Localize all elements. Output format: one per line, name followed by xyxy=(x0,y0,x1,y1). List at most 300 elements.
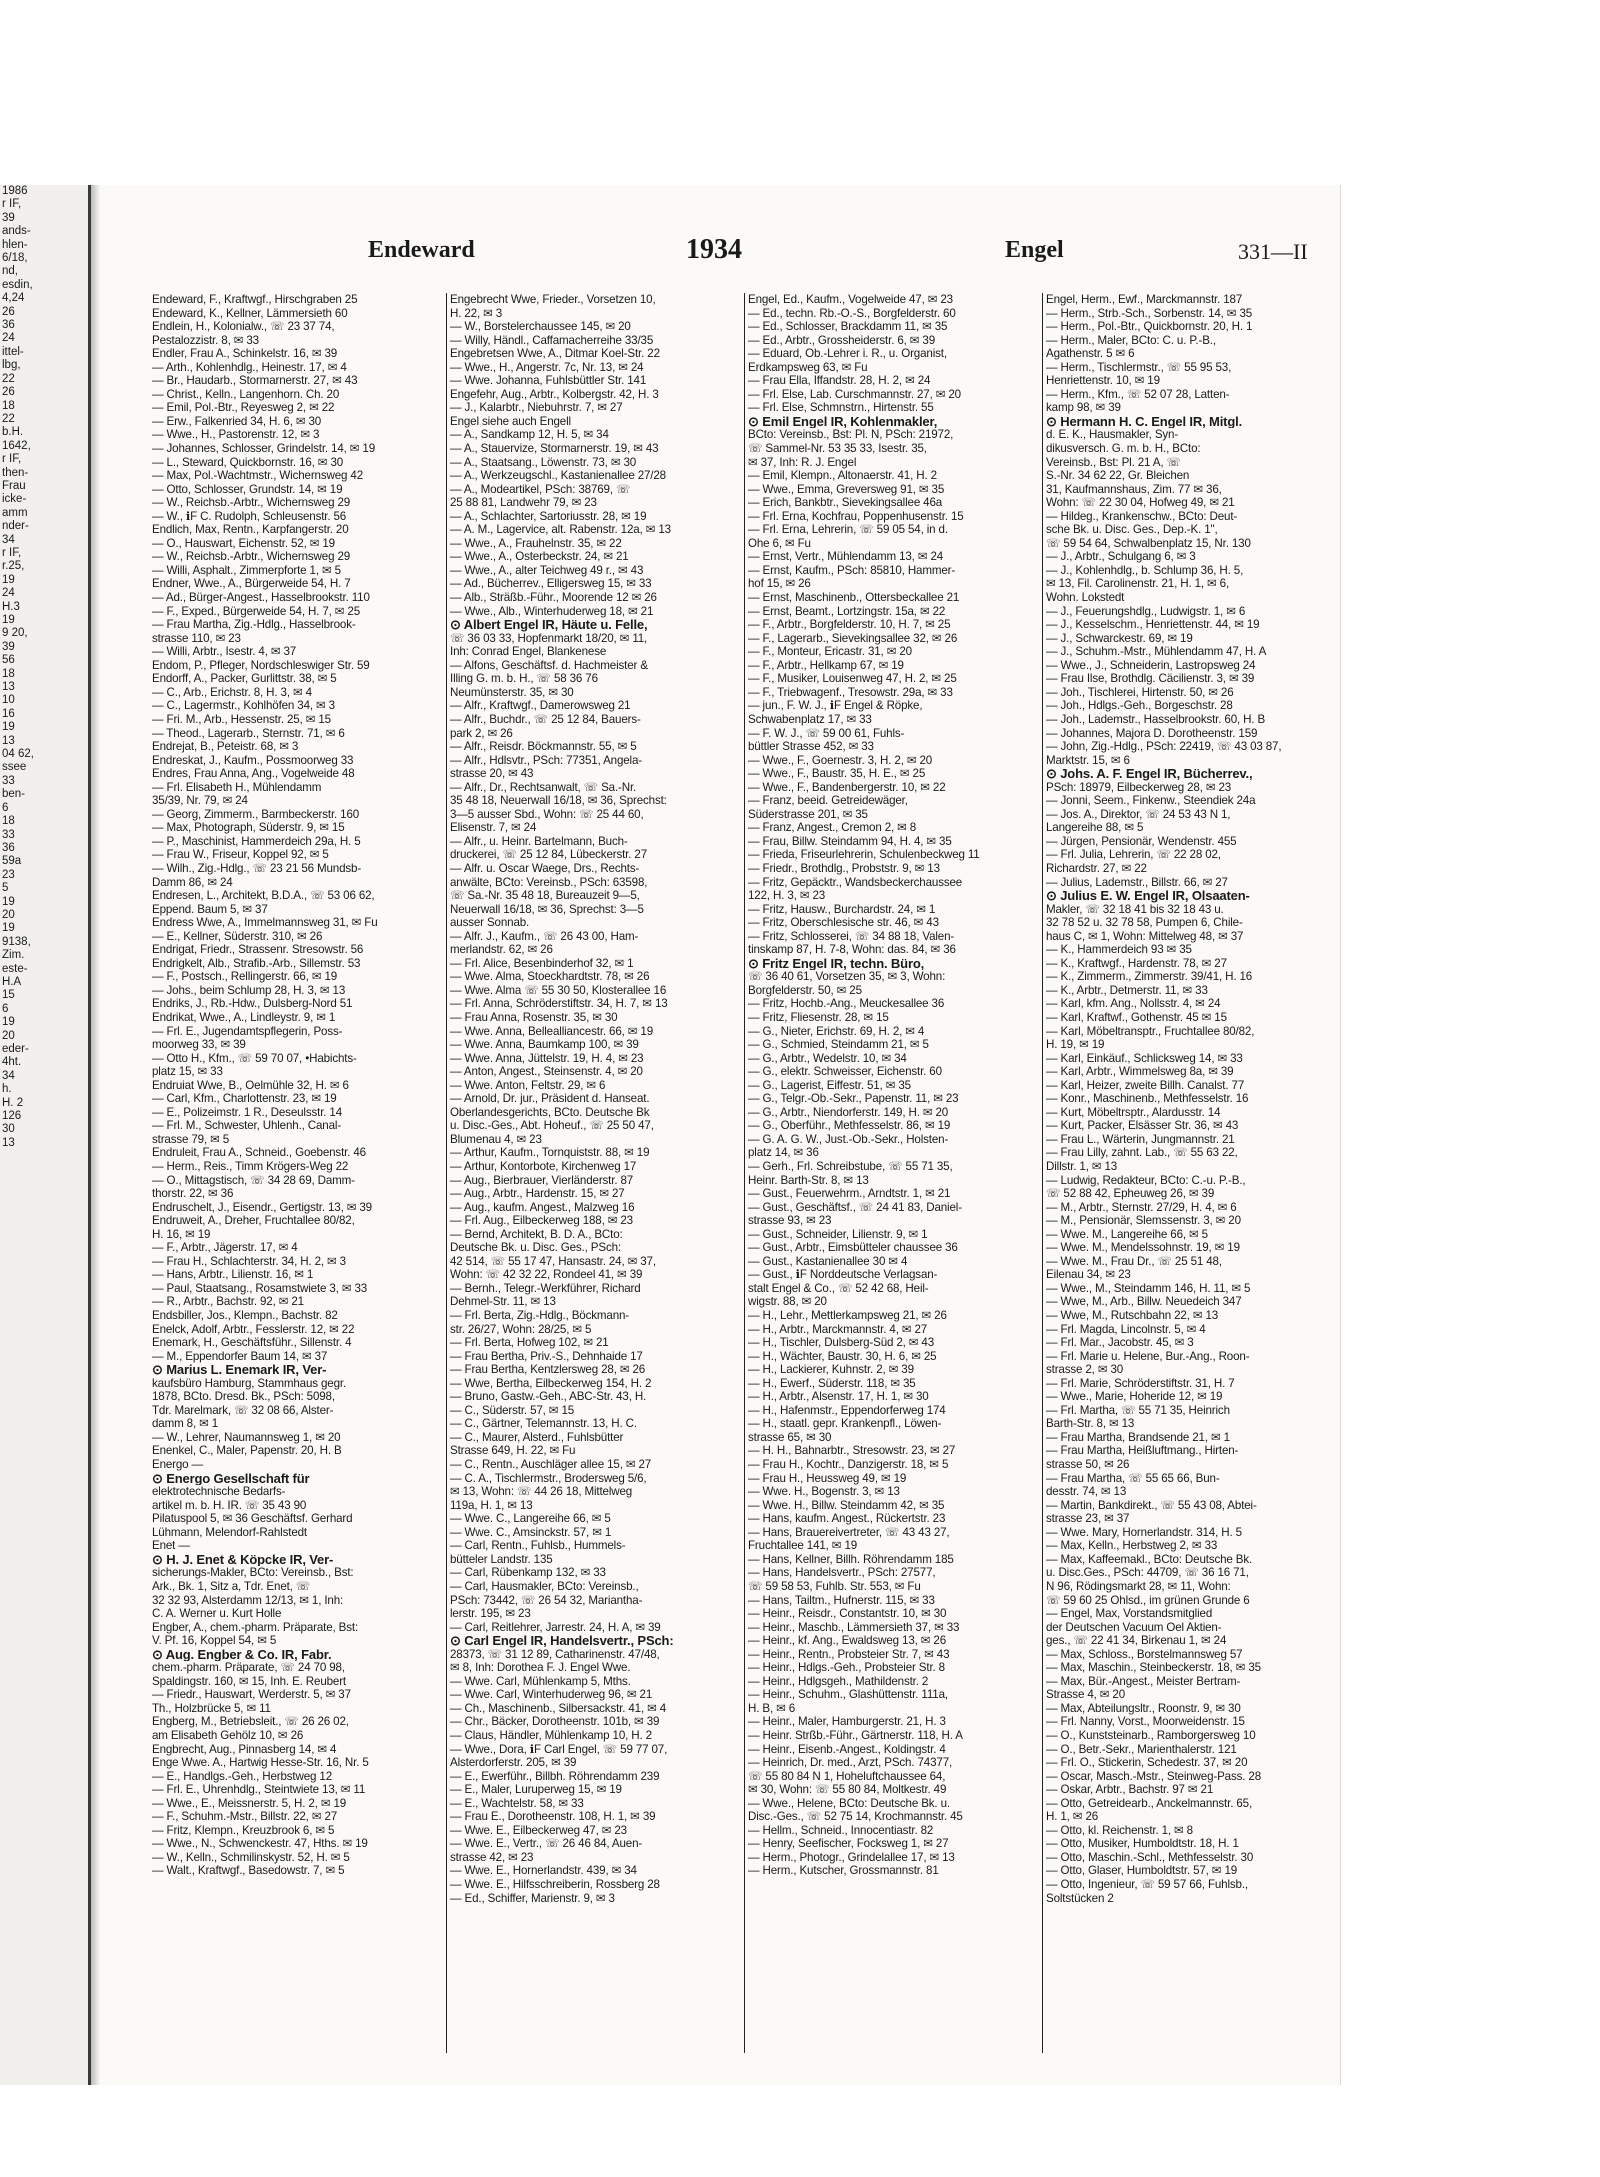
directory-entry: — Carl, Hausmakler, BCto: Vereinsb., xyxy=(450,1579,639,1593)
directory-entry: H. 22, ✉ 3 xyxy=(450,306,503,320)
directory-entry: — Joh., Lademstr., Hasselbrookstr. 60, H. B xyxy=(1046,712,1266,726)
directory-entry: ⊙ H. J. Enet & Köpcke IR, Ver- xyxy=(152,1552,334,1567)
directory-entry: — Gust., Kastanienallee 30 ✉ 4 xyxy=(748,1254,908,1268)
directory-entry: — Ernst, Kaufm., PSch: 85810, Hammer- xyxy=(748,563,956,577)
directory-entry: Wohn: ☏ 42 32 22, Rondeel 41, ✉ 39 xyxy=(450,1268,643,1282)
directory-entry: Endriks, J., Rb.-Hdw., Dulsberg-Nord 51 xyxy=(152,997,353,1011)
directory-entry: ☏ Sa.-Nr. 35 48 18, Bureauzeit 9—5, xyxy=(450,889,640,903)
directory-entry: — Frl. Else, Lab. Curschmannstr. 27, ✉ 20 xyxy=(748,387,961,401)
directory-entry: moorweg 33, ✉ 39 xyxy=(152,1038,246,1052)
directory-entry: — Hans, Kellner, Billh. Röhrendamm 185 xyxy=(748,1552,954,1566)
directory-entry: — Frl. Marie, Schröderstiftstr. 31, H. 7 xyxy=(1046,1376,1235,1390)
directory-entry: — Frau L., Wärterin, Jungmannstr. 21 xyxy=(1046,1132,1235,1146)
directory-entry: — Wwe., Emma, Greversweg 91, ✉ 35 xyxy=(748,482,945,496)
directory-entry: — Wwe. Carl, Mühlenkamp 5, Mths. xyxy=(450,1674,631,1688)
directory-entry: 1878, BCto. Dresd. Bk., PSch: 5098, xyxy=(152,1390,335,1404)
directory-entry: — M., Pensionär, Slemssenstr. 3, ✉ 20 xyxy=(1046,1214,1241,1228)
directory-entry: Damm 86, ✉ 24 xyxy=(152,875,233,889)
directory-entry: Enelck, Adolf, Arbtr., Fesslerstr. 12, ✉ 22 xyxy=(152,1322,355,1336)
directory-entry: — A., Schlachter, Sartoriusstr. 28, ✉ 19 xyxy=(450,509,647,523)
fragment-text: 15 xyxy=(2,989,15,1002)
directory-entry: — H., staatl. gepr. Krankenpfl., Löwen- xyxy=(748,1417,942,1431)
directory-entry: — Fritz, Oberschlesische str. 46, ✉ 43 xyxy=(748,916,939,930)
directory-entry: — John, Zig.-Hdlg., PSch: 22419, ☏ 43 03 87, xyxy=(1046,740,1282,754)
directory-entry: — Aug., kaufm. Angest., Malzweg 16 xyxy=(450,1200,635,1214)
fragment-text: H.A xyxy=(2,975,22,988)
directory-entry: — Otto, Maschin.-Schl., Methfesselstr. 30 xyxy=(1046,1850,1254,1864)
directory-entry: Blumenau 4, ✉ 23 xyxy=(450,1132,542,1146)
directory-entry: — Frau Ella, Iffandstr. 28, H. 2, ✉ 24 xyxy=(748,374,931,388)
directory-entry: — Alfr., u. Heinr. Bartelmann, Buch- xyxy=(450,834,628,848)
directory-entry: — Frau H., Heussweg 49, ✉ 19 xyxy=(748,1471,907,1485)
directory-entry: — A., Werkzeugschl., Kastanienallee 27/28 xyxy=(450,469,666,483)
directory-entry: — Frl. Berta, Zig.-Hdlg., Böckmann- xyxy=(450,1309,630,1323)
directory-entry: — O., Kunststeinarb., Ramborgersweg 10 xyxy=(1046,1728,1256,1742)
directory-entry: — Claus, Händler, Mühlenkamp 10, H. 2 xyxy=(450,1728,652,1742)
directory-entry: — Wwe., A., Frauhelnstr. 35, ✉ 22 xyxy=(450,536,622,550)
directory-entry: — Frau Martha, Heißluftmang., Hirten- xyxy=(1046,1444,1239,1458)
directory-entry: — Paul, Staatsang., Rosamstwiete 3, ✉ 33 xyxy=(152,1281,368,1295)
directory-entry: Strasse 4, ✉ 20 xyxy=(1046,1688,1125,1702)
fragment-text: 6 xyxy=(2,1002,9,1015)
fragment-text: H. 2 xyxy=(2,1096,24,1109)
directory-entry: — F. W. J., ☏ 59 00 61, Fuhls- xyxy=(748,726,905,740)
directory-entry: — Wwe. E., Vertr., ☏ 26 46 84, Auen- xyxy=(450,1837,643,1851)
directory-entry: — Otto, Musiker, Humboldtstr. 18, H. 1 xyxy=(1046,1837,1239,1851)
directory-entry: — Max, Bür.-Angest., Meister Bertram- xyxy=(1046,1674,1241,1688)
directory-entry: — Frl. Marie u. Helene, Bur.-Ang., Roon- xyxy=(1046,1349,1250,1363)
directory-entry: — Otto, Glaser, Humboldtstr. 57, ✉ 19 xyxy=(1046,1864,1238,1878)
directory-entry: — Joh., Tischlerei, Hirtenstr. 50, ✉ 26 xyxy=(1046,685,1234,699)
directory-entry: u. Disc.-Ges., Abt. Hoheuf., ☏ 25 50 47, xyxy=(450,1119,654,1133)
directory-entry: — Wwe, M., Arb., Billw. Neuedeich 347 xyxy=(1046,1295,1242,1309)
directory-entry: kaufsbüro Hamburg, Stammhaus gegr. xyxy=(152,1376,347,1390)
directory-entry: — Carl, Kfm., Charlottenstr. 23, ✉ 19 xyxy=(152,1092,337,1106)
fragment-text: 56 xyxy=(2,654,15,667)
directory-entry: — G., Arbtr., Wedelstr. 10, ✉ 34 xyxy=(748,1051,907,1065)
directory-entry: — Heinr., Hdlgsgeh., Mathildenstr. 2 xyxy=(748,1674,929,1688)
directory-entry: — Ernst, Maschinenb., Ottersbeckallee 21 xyxy=(748,591,960,605)
directory-entry: elektrotechnische Bedarfs- xyxy=(152,1485,286,1499)
directory-entry: — Heinr., Eisenb.-Angest., Koldingstr. 4 xyxy=(748,1742,946,1756)
directory-entry: druckerei, ☏ 25 12 84, Lübeckerstr. 27 xyxy=(450,848,647,862)
directory-entry: C. A. Werner u. Kurt Holle xyxy=(152,1607,282,1621)
directory-entry: — Wwe. C., Amsinckstr. 57, ✉ 1 xyxy=(450,1525,612,1539)
directory-entry: anwälte, BCto: Vereinsb., PSch: 63598, xyxy=(450,875,648,889)
directory-entry: — H., Arbtr., Alsenstr. 17, H. 1, ✉ 30 xyxy=(748,1390,929,1404)
fragment-text: H.3 xyxy=(2,600,20,613)
directory-entry: — Karl, Heizer, zweite Billh. Canalst. 77 xyxy=(1046,1078,1245,1092)
directory-entry: — F., Arbtr., Hellkamp 67, ✉ 19 xyxy=(748,658,904,672)
directory-entry: — Heinr., Rentn., Probsteier Str. 7, ✉ 43 xyxy=(748,1647,950,1661)
directory-entry: Dillstr. 1, ✉ 13 xyxy=(1046,1160,1118,1173)
directory-entry: Endruleit, Frau A., Schneid., Goebenstr. 46 xyxy=(152,1146,366,1160)
directory-entry: — Br., Haudarb., Stormarnerstr. 27, ✉ 43 xyxy=(152,374,358,388)
directory-entry: strasse 65, ✉ 30 xyxy=(748,1430,832,1444)
directory-entry: — Frl. Nanny, Vorst., Moorweidenstr. 15 xyxy=(1046,1715,1245,1729)
directory-entry: — Wwe., F., Baustr. 35, H. E., ✉ 25 xyxy=(748,767,926,781)
fragment-text: 04 62, xyxy=(2,748,34,761)
fragment-text: r IF, xyxy=(2,453,22,466)
directory-entry: Ark., Bk. 1, Sitz a, Tdr. Enet, ☏ xyxy=(152,1579,311,1593)
directory-entry: PSch: 18979, Eilbeckerweg 28, ✉ 23 xyxy=(1046,780,1232,794)
directory-entry: — F., Musiker, Louisenweg 47, H. 2, ✉ 25 xyxy=(748,672,957,686)
directory-entry: — Hans, Brauereivertreter, ☏ 43 43 27, xyxy=(748,1525,950,1539)
fragment-text: 1642, xyxy=(2,439,31,452)
directory-entry: ges., ☏ 22 41 34, Birkenau 1, ✉ 24 xyxy=(1046,1634,1227,1648)
directory-entry: platz 15, ✉ 33 xyxy=(152,1065,223,1079)
directory-entry: — Wwe., M., Steindamm 146, H. 11, ✉ 5 xyxy=(1046,1281,1251,1295)
directory-entry: u. Disc.Ges., PSch: 44709, ☏ 36 16 71, xyxy=(1046,1566,1249,1580)
directory-entry: Endrikat, Wwe., A., Lindleystr. 9, ✉ 1 xyxy=(152,1010,336,1024)
directory-entry: — Otto, Schlosser, Grundstr. 14, ✉ 19 xyxy=(152,482,343,496)
directory-entry: thorstr. 22, ✉ 36 xyxy=(152,1187,234,1201)
header-year: 1934 xyxy=(686,234,742,265)
directory-entry: — E., Handlgs.-Geh., Herbstweg 12 xyxy=(152,1769,332,1783)
directory-entry: Makler, ☏ 32 18 41 bis 32 18 43 u. xyxy=(1046,902,1224,916)
directory-entry: — O., Betr.-Sekr., Marienthalerstr. 121 xyxy=(1046,1742,1237,1756)
directory-entry: — J., Kesselschm., Henriettenstr. 44, ✉ 19 xyxy=(1046,618,1260,632)
directory-entry: Engbrecht, Aug., Pinnasberg 14, ✉ 4 xyxy=(152,1742,337,1756)
fragment-text: 18 xyxy=(2,399,15,412)
directory-entry: H. 16, ✉ 19 xyxy=(152,1227,211,1241)
page-header xyxy=(140,234,1315,267)
directory-entry: strasse 2, ✉ 30 xyxy=(1046,1363,1124,1377)
directory-entry: 35/39, Nr. 79, ✉ 24 xyxy=(152,794,248,808)
directory-entry: — Otto H., Kfm., ☏ 59 70 07, •Habichts- xyxy=(152,1051,357,1065)
directory-entry: — Wwe., J., Schneiderin, Lastropsweg 24 xyxy=(1046,658,1256,672)
directory-entry: tinskamp 87, H. 7-8, Wohn: das. 84, ✉ 36 xyxy=(748,943,956,957)
directory-entry: artikel m. b. H. IR. ☏ 35 43 90 xyxy=(152,1498,307,1512)
fragment-text: 126 xyxy=(2,1110,22,1123)
fragment-text: nd, xyxy=(2,265,18,278)
directory-entry: — Alfons, Geschäftsf. d. Hachmeister & xyxy=(450,658,648,672)
directory-entry: — Alfr., Kraftwgf., Damerowsweg 21 xyxy=(450,699,631,713)
fragment-text: 5 xyxy=(2,882,9,895)
directory-entry: — Julius, Lademstr., Billstr. 66, ✉ 27 xyxy=(1046,875,1228,889)
directory-entry: — E., Maler, Luruperweg 15, ✉ 19 xyxy=(450,1783,622,1797)
directory-entry: strasse 23, ✉ 37 xyxy=(1046,1512,1130,1526)
directory-entry: — Wwe. Anna, Bellealliancestr. 66, ✉ 19 xyxy=(450,1024,653,1038)
directory-entry: Neumünsterstr. 35, ✉ 30 xyxy=(450,685,574,699)
directory-entry: — Chr., Bäcker, Dorotheenstr. 101b, ✉ 39 xyxy=(450,1715,660,1729)
directory-entry: — Wwe. H., Billw. Steindamm 42, ✉ 35 xyxy=(748,1498,945,1512)
directory-entry: — G., Nieter, Erichstr. 69, H. 2, ✉ 4 xyxy=(748,1024,925,1038)
directory-entry: — Otto, Getreidearb., Anckelmannstr. 65, xyxy=(1046,1796,1253,1810)
fragment-text: amm xyxy=(2,506,28,519)
directory-entry: Süderstrasse 201, ✉ 35 xyxy=(748,807,868,821)
directory-entry: — K., Hammerdeich 93 ✉ 35 xyxy=(1046,943,1192,957)
directory-entry: ausser Sonnab. xyxy=(450,916,530,930)
directory-entry: — Gust., Arbtr., Eimsbütteler chaussee 36 xyxy=(748,1241,958,1255)
directory-entry: Tdr. Marelmark, ☏ 32 08 66, Alster- xyxy=(152,1403,334,1417)
directory-entry: Engel, Ed., Kaufm., Vogelweide 47, ✉ 23 xyxy=(748,293,953,306)
directory-entry: — Hans, Tailtm., Hufnerstr. 115, ✉ 33 xyxy=(748,1593,935,1607)
column-2 xyxy=(450,293,742,2053)
fragment-text: este- xyxy=(2,962,28,975)
directory-entry: — Frl. Martha, ☏ 55 71 35, Heinrich xyxy=(1046,1403,1230,1417)
directory-entry: — H., Tischler, Dulsberg-Süd 2, ✉ 43 xyxy=(748,1336,935,1350)
directory-entry: — K., Zimmerm., Zimmerstr. 39/41, H. 16 xyxy=(1046,970,1253,984)
directory-entry: — H. H., Bahnarbtr., Stresowstr. 23, ✉ 27 xyxy=(748,1444,956,1458)
directory-entry: — Frau Anna, Rosenstr. 35, ✉ 30 xyxy=(450,1010,618,1024)
directory-entry: Fruchtallee 141, ✉ 19 xyxy=(748,1539,858,1553)
directory-entry: — Wwe., Dora, ℹF Carl Engel, ☏ 59 77 07, xyxy=(450,1742,668,1756)
directory-entry: Endreskat, J., Kaufm., Possmoorweg 33 xyxy=(152,753,354,767)
directory-entry: Erdkampsweg 63, ✉ Fu xyxy=(748,360,868,374)
directory-entry: kamp 98, ✉ 39 xyxy=(1046,401,1121,415)
directory-entry: — Arthur, Kaufm., Tornquiststr. 88, ✉ 19 xyxy=(450,1146,650,1160)
fragment-text: 13 xyxy=(2,1136,15,1149)
fragment-text: 18 xyxy=(2,667,15,680)
directory-entry: — Frau Bertha, Priv.-S., Dehnhaide 17 xyxy=(450,1349,643,1363)
directory-entry: — R., Arbtr., Bachstr. 92, ✉ 21 xyxy=(152,1295,304,1309)
fragment-text: icke- xyxy=(2,493,27,506)
directory-entry: Agathenstr. 5 ✉ 6 xyxy=(1046,347,1135,361)
fragment-text: h. xyxy=(2,1083,12,1096)
directory-entry: Lühmann, Melendorf-Rahlstedt xyxy=(152,1525,307,1539)
directory-entry: — Wwe. M., Mendelssohnstr. 19, ✉ 19 xyxy=(1046,1241,1240,1255)
directory-entry: ⊙ Hermann H. C. Engel IR, Mitgl. xyxy=(1046,414,1243,429)
directory-entry: — C. A., Tischlermstr., Brodersweg 5/6, xyxy=(450,1471,647,1485)
directory-entry: ☏ Sammel-Nr. 53 35 33, Isestr. 35, xyxy=(748,442,927,456)
directory-entry: — Wwe. Alma ☏ 55 30 50, Klosterallee 16 xyxy=(450,983,667,997)
directory-entry: Deutsche Bk. u. Disc. Ges., PSch: xyxy=(450,1241,621,1255)
directory-entry: — O., Mittagstisch, ☏ 34 28 69, Damm- xyxy=(152,1173,355,1187)
directory-entry: — Arthur, Kontorbote, Kirchenweg 17 xyxy=(450,1160,637,1173)
directory-entry: ☏ 59 54 64, Schwalbenplatz 15, Nr. 130 xyxy=(1046,536,1251,550)
fragment-text: 36 xyxy=(2,841,15,854)
directory-entry: Inh: Conrad Engel, Blankenese xyxy=(450,645,607,659)
directory-entry: — C., Gärtner, Telemannstr. 13, H. C. xyxy=(450,1417,637,1431)
directory-entry: — Wwe. Alma, Stoeckhardtstr. 78, ✉ 26 xyxy=(450,970,650,984)
directory-entry: Dehmel-Str. 11, ✉ 13 xyxy=(450,1295,556,1309)
directory-entry: — Frl. Erna, Lehrerin, ☏ 59 05 54, in d. xyxy=(748,523,948,537)
directory-entry: ☏ 36 03 33, Hopfenmarkt 18/20, ✉ 11, xyxy=(450,631,648,645)
directory-entry: — Ed., Arbtr., Grossheiderstr. 6, ✉ 39 xyxy=(748,333,936,347)
directory-entry: — Ch., Maschinenb., Silbersackstr. 41, ✉ 4 xyxy=(450,1701,667,1715)
directory-entry: Endress Wwe, A., Immelmannsweg 31, ✉ Fu xyxy=(152,916,378,930)
directory-entry: — Christ., Kelln., Langenhorn. Ch. 20 xyxy=(152,387,340,401)
directory-entry: hof 15, ✉ 26 xyxy=(748,577,811,591)
directory-entry: — Hildeg., Krankenschw., BCto: Deut- xyxy=(1046,509,1238,523)
fragment-text: 13 xyxy=(2,734,15,747)
directory-entry: — L., Steward, Quickbornstr. 16, ✉ 30 xyxy=(152,455,344,469)
directory-entry: Barth-Str. 8, ✉ 13 xyxy=(1046,1417,1135,1431)
directory-entry: Disc.-Ges., ☏ 52 75 14, Krochmannstr. 45 xyxy=(748,1810,963,1824)
directory-entry: — G. A. G. W., Just.-Ob.-Sekr., Holsten- xyxy=(748,1132,949,1146)
directory-entry: — Bruno, Gastw.-Geh., ABC-Str. 43, H. xyxy=(450,1390,647,1404)
directory-entry: — Wwe. Carl, Winterhuderweg 96, ✉ 21 xyxy=(450,1688,653,1702)
directory-entry: wigstr. 88, ✉ 20 xyxy=(748,1295,827,1309)
directory-entry: — M., Eppendorfer Baum 14, ✉ 37 xyxy=(152,1349,328,1363)
directory-entry: — Frau W., Friseur, Koppel 92, ✉ 5 xyxy=(152,848,329,862)
directory-entry: — Wwe. C., Langereihe 66, ✉ 5 xyxy=(450,1512,611,1526)
directory-entry: — Wwe. Anna, Jüttelstr. 19, H. 4, ✉ 23 xyxy=(450,1051,644,1065)
directory-entry: — Heinr., Hdlgs.-Geh., Probsteier Str. 8 xyxy=(748,1661,945,1675)
directory-entry: — E., Wachtelstr. 58, ✉ 33 xyxy=(450,1796,584,1810)
fragment-text: 1986 xyxy=(2,185,28,197)
directory-entry: sche Bk. u. Disc. Ges., Dep.-K. 1", xyxy=(1046,523,1218,537)
directory-entry: Th., Holzbrücke 5, ✉ 11 xyxy=(152,1701,271,1715)
directory-entry: — Fritz, Schlosserei, ☏ 34 88 18, Valen- xyxy=(748,929,955,943)
directory-entry: — E., Polizeimstr. 1 R., Deseulsstr. 14 xyxy=(152,1105,343,1119)
directory-entry: — E., Kellner, Süderstr. 310, ✉ 26 xyxy=(152,929,323,943)
directory-entry: 31, Kaufmannshaus, Zim. 77 ✉ 36, xyxy=(1046,482,1222,496)
directory-entry: — Frau Martha, Zig.-Hdlg., Hasselbrook- xyxy=(152,618,356,632)
fragment-text: nder- xyxy=(2,520,29,533)
directory-entry: str. 26/27, Wohn: 28/25, ✉ 5 xyxy=(450,1322,592,1336)
directory-entry: — Fritz, Klempn., Kreuzbrook 6, ✉ 5 xyxy=(152,1823,335,1837)
directory-entry: — Herm., Kutscher, Grossmannstr. 81 xyxy=(748,1864,939,1878)
directory-entry: lerstr. 195, ✉ 23 xyxy=(450,1607,531,1621)
directory-entry: d. E. K., Hausmakler, Syn- xyxy=(1046,428,1179,442)
fragment-text: 4,24 xyxy=(2,292,25,305)
directory-entry: Endorff, A., Packer, Gurlittstr. 38, ✉ 5 xyxy=(152,672,337,686)
directory-entry: — Ed., Schiffer, Marienstr. 9, ✉ 3 xyxy=(450,1891,615,1905)
directory-entry: — Friedr., Brothdlg., Probststr. 9, ✉ 13 xyxy=(748,861,940,875)
directory-entry: — Frau H., Kochtr., Danzigerstr. 18, ✉ 5 xyxy=(748,1458,949,1472)
directory-entry: damm 8, ✉ 1 xyxy=(152,1417,219,1431)
directory-entry: — Max, Pol.-Wachtmstr., Wichernsweg 42 xyxy=(152,469,363,483)
directory-entry: Endlein, H., Kolonialw., ☏ 23 37 74, xyxy=(152,320,335,334)
directory-entry: — W., Borstelerchaussee 145, ✉ 20 xyxy=(450,320,631,334)
directory-entry: — F., Monteur, Ericastr. 31, ✉ 20 xyxy=(748,645,912,659)
column-divider xyxy=(446,293,447,2053)
fragment-text: 19 xyxy=(2,922,15,935)
directory-entry: strasse 42, ✉ 23 xyxy=(450,1850,534,1864)
directory-entry: — Frau, Billw. Steindamm 94, H. 4, ✉ 35 xyxy=(748,834,952,848)
directory-entry: ☏ 36 40 61, Vorsetzen 35, ✉ 3, Wohn: xyxy=(748,970,946,984)
directory-entry: PSch: 73442, ☏ 26 54 32, Mariantha- xyxy=(450,1593,643,1607)
directory-entry: H. 19, ✉ 19 xyxy=(1046,1038,1105,1052)
directory-entry: Enge Wwe. A., Hartwig Hesse-Str. 16, Nr. 5 xyxy=(152,1756,369,1770)
fragment-text: hlen- xyxy=(2,238,28,251)
fragment-text: 24 xyxy=(2,587,15,600)
directory-entry: — J., Arbtr., Schulgang 6, ✉ 3 xyxy=(1046,550,1196,564)
directory-entry: — H., Arbtr., Marckmannstr. 4, ✉ 27 xyxy=(748,1322,928,1336)
fragment-text: ssee xyxy=(2,761,27,774)
fragment-text: 30 xyxy=(2,1123,15,1136)
directory-entry: — Wilh., Zig.-Hdlg., ☏ 23 21 56 Mundsb- xyxy=(152,861,362,875)
directory-entry: — Wwe., A., alter Teichweg 49 r., ✉ 43 xyxy=(450,563,644,577)
fragment-text: 22 xyxy=(2,372,15,385)
directory-entry: — F., Postsch., Rellingerstr. 66, ✉ 19 xyxy=(152,970,338,984)
directory-entry: — Frl. Elisabeth H., Mühlendamm xyxy=(152,780,322,794)
page-number: 331—II xyxy=(1238,239,1308,264)
directory-entry: N 96, Rödingsmarkt 28, ✉ 11, Wohn: xyxy=(1046,1579,1231,1593)
directory-entry: — Wwe., H., Pastorenstr. 12, ✉ 3 xyxy=(152,428,320,442)
directory-entry: strasse 20, ✉ 43 xyxy=(450,767,534,781)
directory-entry: — Emil, Klempn., Altonaerstr. 41, H. 2 xyxy=(748,469,937,483)
directory-entry: — Heinr., Maschb., Lämmersieth 37, ✉ 33 xyxy=(748,1620,960,1634)
directory-entry: — C., Maurer, Alsterd., Fuhlsbütter xyxy=(450,1430,624,1444)
directory-entry: — H., Hafenmstr., Eppendorferweg 174 xyxy=(748,1403,946,1417)
directory-entry: — W., Kelln., Schmilinskystr. 52, H. ✉ 5 xyxy=(152,1850,350,1864)
directory-entry: — Arnold, Dr. jur., Präsident d. Hanseat. xyxy=(450,1092,650,1106)
fragment-text: b.H. xyxy=(2,426,24,439)
directory-entry: ⊙ Julius E. W. Engel IR, Olsaaten- xyxy=(1046,889,1250,903)
directory-entry: — Alb., Sträßb.-Führ., Moorende 12 ✉ 26 xyxy=(450,591,657,605)
directory-entry: 119a, H. 1, ✉ 13 xyxy=(450,1498,533,1512)
directory-entry: — Ad., Bürger-Angest., Hasselbrookstr. 110 xyxy=(152,591,370,605)
directory-entry: — Wwe, M., Rutschbahn 22, ✉ 13 xyxy=(1046,1309,1219,1323)
fragment-text: 39 xyxy=(2,640,15,653)
directory-entry: — Fri. M., Arb., Hessenstr. 25, ✉ 15 xyxy=(152,712,331,726)
fragment-text: 24 xyxy=(2,332,15,345)
fragment-text: r IF, xyxy=(2,546,22,559)
directory-entry: Endruiat Wwe, B., Oelmühle 32, H. ✉ 6 xyxy=(152,1078,349,1092)
directory-entry: Elisenstr. 7, ✉ 24 xyxy=(450,821,537,835)
directory-entry: 25 88 81, Landwehr 79, ✉ 23 xyxy=(450,496,597,510)
directory-entry: Endom, P., Pfleger, Nordschleswiger Str. 59 xyxy=(152,658,370,672)
directory-entry: — F., Lagerarb., Sievekingsallee 32, ✉ 26 xyxy=(748,631,958,645)
fragment-text: esdin, xyxy=(2,278,33,291)
directory-entry: ✉ 30, Wohn: ☏ 55 80 84, Moltkestr. 49 xyxy=(748,1783,947,1797)
directory-entry: — Erw., Falkenried 34, H. 6, ✉ 30 xyxy=(152,414,322,428)
directory-entry: — Wwe., Marie, Hoheride 12, ✉ 19 xyxy=(1046,1390,1223,1404)
directory-entry: S.-Nr. 34 62 22, Gr. Bleichen xyxy=(1046,469,1190,483)
directory-entry: — Ernst, Vertr., Mühlendamm 13, ✉ 24 xyxy=(748,550,944,564)
directory-entry: Engel siehe auch Engell xyxy=(450,414,571,428)
directory-entry: — K., Arbtr., Detmerstr. 11, ✉ 33 xyxy=(1046,983,1208,997)
directory-entry: Enemark, H., Geschäftsführ., Sillenstr. 4 xyxy=(152,1336,352,1350)
directory-entry: ⊙ Aug. Engber & Co. IR, Fabr. xyxy=(152,1647,332,1662)
fragment-text: 22 xyxy=(2,412,15,425)
fragment-text: r IF, xyxy=(2,198,22,211)
directory-entry: Endresen, L., Architekt, B.D.A., ☏ 53 06 62, xyxy=(152,889,375,903)
column-divider xyxy=(1042,293,1043,2053)
directory-entry: — Otto, Ingenieur, ☏ 59 57 66, Fuhlsb., xyxy=(1046,1877,1248,1891)
directory-entry: — G., Arbtr., Niendorferstr. 149, H. ✉ 20 xyxy=(748,1105,949,1119)
directory-entry: — Franz, Angest., Cremon 2, ✉ 8 xyxy=(748,821,917,835)
directory-entry: — Frl. Magda, Lincolnstr. 5, ✉ 4 xyxy=(1046,1322,1206,1336)
directory-entry: — Engel, Max, Vorstandsmitglied xyxy=(1046,1607,1213,1621)
directory-entry: — Max, Maschin., Steinbeckerstr. 18, ✉ 35 xyxy=(1046,1661,1261,1675)
directory-entry: — Frl. Aug., Eilbeckerweg 188, ✉ 23 xyxy=(450,1214,633,1228)
directory-entry: — Gust., Geschäftsf., ☏ 24 41 83, Daniel- xyxy=(748,1200,962,1214)
directory-entry: — H., Ewerf., Süderstr. 118, ✉ 35 xyxy=(748,1376,916,1390)
directory-entry: — J., Schuhm.-Mstr., Mühlendamm 47, H. A xyxy=(1046,645,1267,659)
directory-entry: desstr. 74, ✉ 13 xyxy=(1046,1485,1127,1499)
directory-entry: — Willi, Asphalt., Zimmerpforte 1, ✉ 5 xyxy=(152,563,341,577)
directory-entry: — Kurt, Möbeltrsptr., Alardusstr. 14 xyxy=(1046,1105,1221,1119)
directory-entry: ☏ 59 60 25 Ohlsd., im grünen Grunde 6 xyxy=(1046,1593,1250,1607)
directory-entry: Endeward, K., Kellner, Lämmersieth 60 xyxy=(152,306,348,320)
directory-entry: — Otto, kl. Reichenstr. 1, ✉ 8 xyxy=(1046,1823,1193,1837)
directory-entry: — F., Schuhm.-Mstr., Billstr. 22, ✉ 27 xyxy=(152,1810,338,1824)
directory-entry: — H., Lehr., Mettlerkampsweg 21, ✉ 26 xyxy=(748,1309,947,1323)
directory-columns xyxy=(152,293,1337,2053)
directory-entry: — Heinr. Strßb.-Führ., Gärtnerstr. 118, H. A xyxy=(748,1728,963,1742)
fragment-text: 26 xyxy=(2,386,15,399)
fragment-text: 23 xyxy=(2,868,15,881)
directory-entry: — Gust., ℹF Norddeutsche Verlagsan- xyxy=(748,1268,938,1282)
directory-entry: Endsbiller, Jos., Klempn., Bachstr. 82 xyxy=(152,1309,338,1323)
directory-entry: Engber, A., chem.-pharm. Präparate, Bst: xyxy=(152,1620,359,1634)
directory-entry: — Alfr. J., Kaufm., ☏ 26 43 00, Ham- xyxy=(450,929,639,943)
directory-entry: — Frl. E., Uhrenhdlg., Steintwiete 13, ✉ 11 xyxy=(152,1783,366,1797)
directory-entry: Alsterdorferstr. 205, ✉ 39 xyxy=(450,1756,577,1770)
directory-entry: — Frau Ilse, Brothdlg. Cäcilienstr. 3, ✉ 39 xyxy=(1046,672,1255,686)
fragment-text: 9138, xyxy=(2,935,31,948)
directory-entry: — Anton, Angest., Steinsenstr. 4, ✉ 20 xyxy=(450,1065,643,1079)
directory-entry: Engebretsen Wwe, A., Ditmar Koel-Str. 22 xyxy=(450,347,660,361)
directory-entry: park 2, ✉ 26 xyxy=(450,726,513,740)
directory-entry: — Herm., Pol.-Btr., Quickbornstr. 20, H. 1 xyxy=(1046,320,1253,334)
directory-entry: ⊙ Johs. A. F. Engel IR, Bücherrev., xyxy=(1046,767,1253,781)
directory-entry: — Emil, Pol.-Btr., Reyesweg 2, ✉ 22 xyxy=(152,401,335,415)
